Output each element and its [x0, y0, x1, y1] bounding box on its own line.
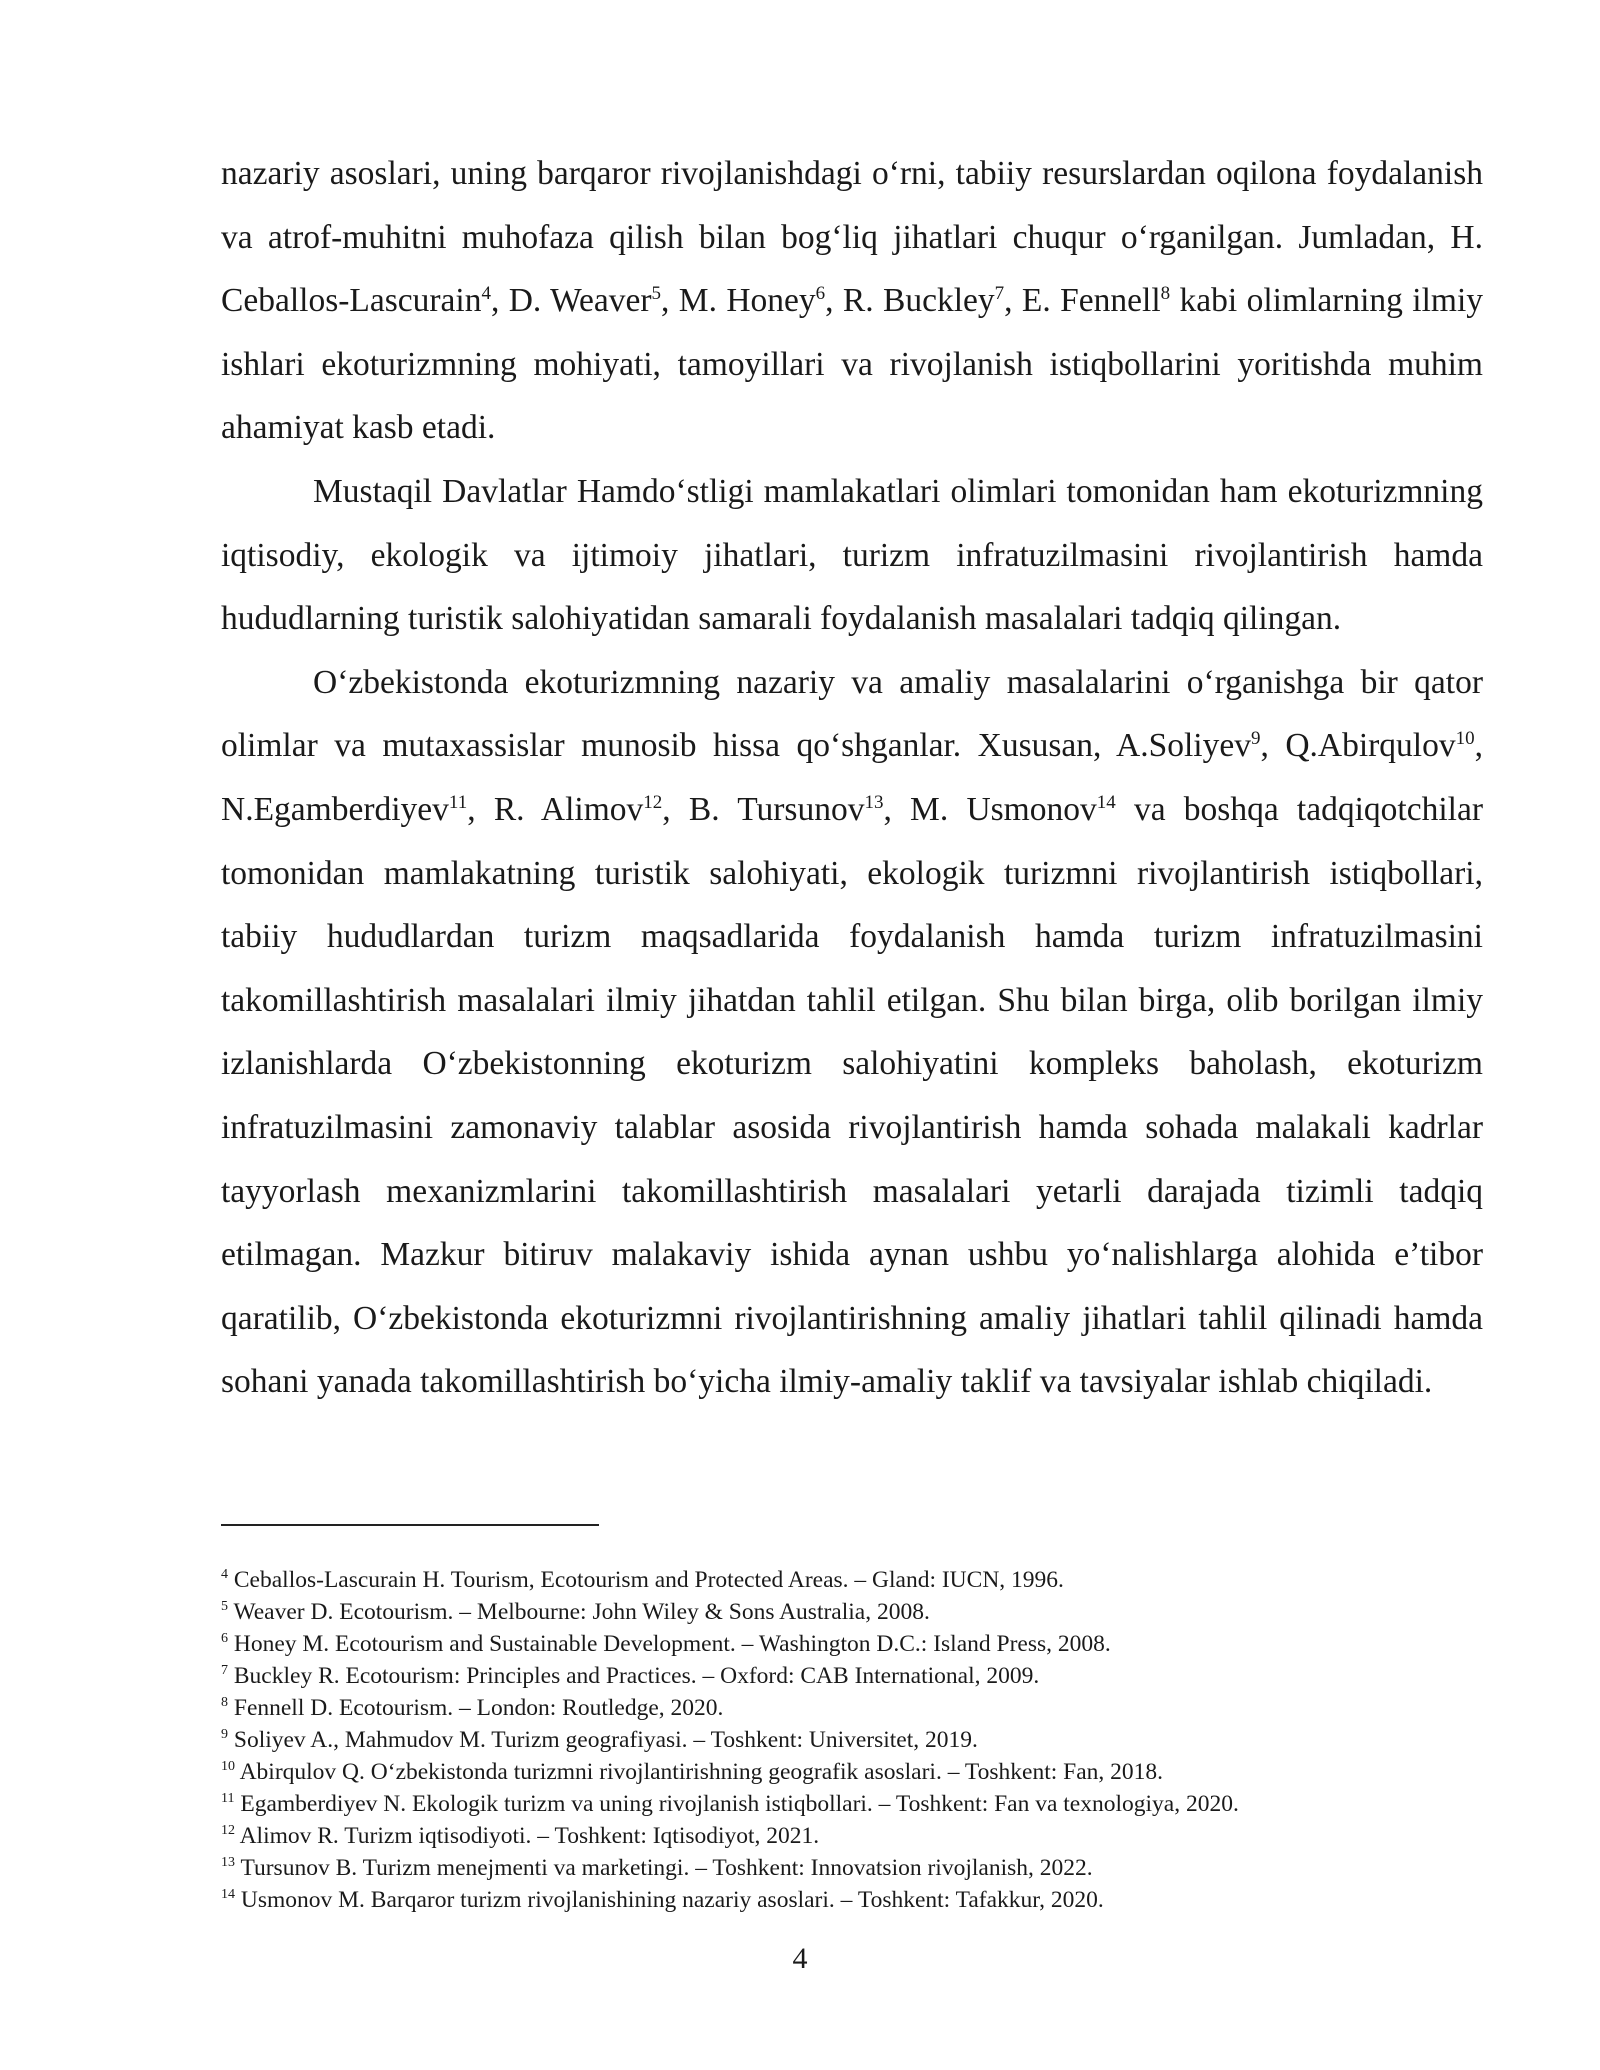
footnote-text: Ceballos-Lascurain H. Tourism, Ecotourism and Protected Areas. – Gland: IUCN, 1996. [228, 1567, 1064, 1593]
footnote-text: Abirqulov Q. O‘zbekistonda turizmni rivojlantirishning geografik asoslari. – Toshkent: Fan, 2018. [235, 1759, 1163, 1785]
footnote-number: 4 [221, 1567, 228, 1583]
footnote-ref-12[interactable]: 12 [643, 791, 663, 813]
paragraph-3 [221, 651, 1483, 1414]
text-segment: , N.Egamberdiyev [221, 727, 1483, 828]
footnote-ref-8[interactable]: 8 [1160, 283, 1171, 305]
footnote-ref-7[interactable]: 7 [994, 283, 1005, 305]
footnote-ref-10[interactable]: 10 [1455, 728, 1475, 750]
footnotes [221, 1564, 1483, 1916]
footnote-14 [221, 1884, 1483, 1916]
footnote-text: Egamberdiyev N. Ekologik turizm va uning rivojlanish istiqbollari. – Toshkent: Fan va texnologiya, 2020. [234, 1791, 1239, 1817]
text-segment: , M. Honey [661, 282, 816, 320]
footnote-6 [221, 1628, 1483, 1660]
footnote-text: Fennell D. Ecotourism. – London: Routledge, 2020. [228, 1695, 724, 1721]
footnote-11 [221, 1788, 1483, 1820]
text-segment: Mustaqil Davlatlar Hamdo‘stligi mamlakatlari olimlari tomonidan ham ekoturizmning iqtisodiy, ekologik va ijtimoiy jihatlari, turizm infratuzilmasini rivojlantirish hamda hududlarning turistik salohiyatidan samarali foydalanish masalalari tadqiq qilingan. [221, 472, 1483, 638]
footnote-7 [221, 1660, 1483, 1692]
footnote-number: 11 [221, 1791, 235, 1807]
footnote-ref-13[interactable]: 13 [864, 791, 884, 813]
footnote-text: Weaver D. Ecotourism. – Melbourne: John Wiley & Sons Australia, 2008. [228, 1599, 930, 1625]
body-text [221, 142, 1483, 1414]
footnote-number: 9 [221, 1727, 228, 1743]
footnote-ref-5[interactable]: 5 [651, 283, 662, 305]
footnote-ref-6[interactable]: 6 [815, 283, 826, 305]
footnote-number: 5 [221, 1599, 228, 1615]
text-segment: , M. Usmonov [883, 790, 1097, 828]
footnote-10 [221, 1756, 1483, 1788]
text-segment: kabi olimlarning ilmiy ishlari ekoturizmning mohiyati, tamoyillari va rivojlanish istiqbollarini yoritishda muhim ahamiyat kasb etadi. [221, 282, 1484, 447]
footnote-8 [221, 1692, 1483, 1724]
footnote-4 [221, 1564, 1483, 1596]
footnote-ref-11[interactable]: 11 [448, 791, 468, 813]
footnote-number: 8 [221, 1695, 228, 1711]
footnote-text: Buckley R. Ecotourism: Principles and Practices. – Oxford: CAB International, 2009. [228, 1663, 1040, 1689]
footnote-ref-4[interactable]: 4 [481, 283, 491, 305]
text-segment: , R. Alimov [467, 790, 644, 828]
footnote-number: 10 [221, 1759, 235, 1775]
text-segment: nazariy asoslari, uning barqaror rivojlanishdagi o‘rni, tabiiy resurslardan oqilona foydalanish va atrof-muhitni muhofaza qilish bilan bog‘liq jihatlari chuqur o‘rganilgan. Jumladan, H. Ceballos-Lascurain [221, 155, 1483, 320]
footnote-number: 6 [221, 1631, 228, 1647]
text-segment: O‘zbekistonda ekoturizmning nazariy va amaliy masalalarini o‘rganishga bir qator olimlar va mutaxassislar munosib hissa qo‘shganlar. Xususan, A.Soliyev [221, 663, 1483, 765]
paragraph-1 [221, 142, 1483, 460]
footnote-number: 13 [221, 1855, 235, 1871]
footnote-text: Honey M. Ecotourism and Sustainable Development. – Washington D.C.: Island Press, 2008. [228, 1631, 1111, 1657]
footnote-text: Alimov R. Turizm iqtisodiyoti. – Toshkent: Iqtisodiyot, 2021. [235, 1823, 820, 1849]
footnote-number: 12 [221, 1823, 235, 1839]
text-segment: , E. Fennell [1004, 282, 1161, 320]
footnote-ref-14[interactable]: 14 [1096, 791, 1116, 813]
footnote-12 [221, 1820, 1483, 1852]
paragraph-2 [221, 460, 1483, 651]
footnote-number: 14 [221, 1887, 235, 1903]
footnote-text: Soliyev A., Mahmudov M. Turizm geografiyasi. – Toshkent: Universitet, 2019. [228, 1727, 978, 1753]
text-segment: , D. Weaver [490, 282, 652, 320]
text-segment: , B. Tursunov [662, 790, 865, 828]
footnote-number: 7 [221, 1663, 228, 1679]
footnote-5 [221, 1596, 1483, 1628]
text-segment: va boshqa tadqiqotchilar tomonidan mamlakatning turistik salohiyati, ekologik turizmni rivojlantirish istiqbollari, tabiiy hududlardan turizm maqsadlarida foydalanish hamda turizm infratuzilmasini takomillashtirish masalalari ilmiy jihatdan tahlil etilgan. Shu bilan birga, olib borilgan ilmiy izlanishlarda O‘zbekistonning ekoturizm salohiyatini kompleks baholash, ekoturizm infratuzilmasini zamonaviy talablar asosida rivojlantirish hamda sohada malakali kadrlar tayyorlash mexanizmlarini takomillashtirish masalalari yetarli darajada tizimli tadqiq etilmagan. Mazkur bitiruv malakaviy ishida aynan ushbu yo‘nalishlarga alohida e’tibor qaratilib, O‘zbekistonda ekoturizmni rivojlantirishning amaliy jihatlari tahlil qilinadi hamda sohani yanada takomillashtirish bo‘yicha ilmiy-amaliy taklif va tavsiyalar ishlab chiqiladi. [221, 790, 1483, 1401]
footnote-separator [221, 1524, 599, 1526]
footnote-ref-9[interactable]: 9 [1250, 728, 1261, 750]
footnote-text: Usmonov M. Barqaror turizm rivojlanishining nazariy asoslari. – Toshkent: Tafakkur, 2020. [235, 1887, 1104, 1913]
text-segment: , Q.Abirqulov [1260, 727, 1456, 765]
footnote-9 [221, 1724, 1483, 1756]
text-segment: , R. Buckley [825, 282, 995, 320]
page-number: 4 [792, 1942, 808, 1975]
footnote-text: Tursunov B. Turizm menejmenti va marketingi. – Toshkent: Innovatsion rivojlanish, 2022. [235, 1855, 1093, 1881]
footnote-13 [221, 1852, 1483, 1884]
